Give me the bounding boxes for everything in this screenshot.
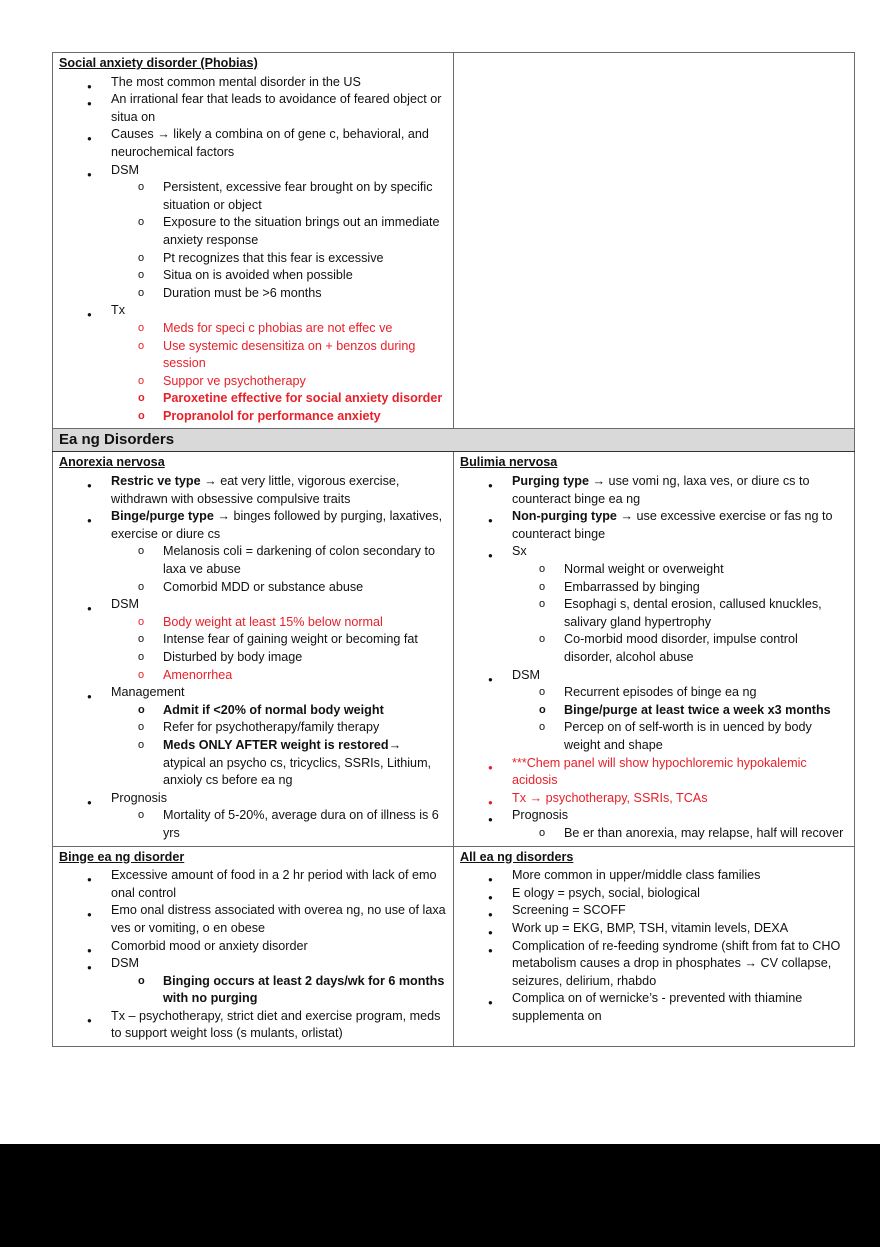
item-text: Binge/purge at least twice a week x3 months xyxy=(564,702,831,717)
item-text: → use excessive exercise or fas ng to counteract binge xyxy=(512,509,833,541)
list-item xyxy=(59,126,447,161)
bullet-icon: ● xyxy=(488,892,493,902)
bullet-icon: ● xyxy=(87,99,92,109)
item-text: Binging occurs at least 2 days/wk for 6 months with no purging xyxy=(163,973,445,1006)
bullet-icon: ● xyxy=(488,910,493,920)
list-item xyxy=(59,973,447,1008)
sub-bullet-icon: o xyxy=(138,339,145,352)
list-item xyxy=(460,719,848,754)
sub-bullet-icon: o xyxy=(138,216,145,229)
sub-bullet-icon: o xyxy=(138,392,145,405)
list-item xyxy=(460,684,848,702)
sub-bullet-icon: o xyxy=(539,598,546,611)
sub-bullet-icon: o xyxy=(539,686,546,699)
item-text: Refer for psychotherapy/family therapy xyxy=(163,720,380,735)
item-text: → eat very little, vigorous exercise, withdrawn with obsessive compulsive traits xyxy=(111,474,400,506)
list-bulimia xyxy=(460,473,848,842)
list-item xyxy=(59,373,447,391)
list-item xyxy=(59,162,447,180)
list-item xyxy=(59,338,447,373)
item-text: The most common mental disorder in the US xyxy=(111,74,361,89)
bullet-icon: ● xyxy=(87,481,92,491)
sub-bullet-icon: o xyxy=(138,181,145,194)
notes-table xyxy=(52,52,855,1047)
list-item xyxy=(59,684,447,702)
item-text: Percep on of self-worth is in uenced by body weight and shape xyxy=(564,720,812,752)
item-text: DSM xyxy=(111,597,139,612)
item-text: Suppor ve psychotherapy xyxy=(163,373,306,388)
list-item xyxy=(59,807,447,842)
bullet-icon: ● xyxy=(488,762,493,772)
cell-anorexia xyxy=(53,452,454,846)
item-text: Body weight at least 15% below normal xyxy=(163,614,383,629)
list-item xyxy=(460,902,848,920)
list-item xyxy=(460,755,848,790)
list-item xyxy=(59,267,447,285)
bullet-icon: ● xyxy=(87,875,92,885)
bullet-icon: ● xyxy=(488,797,493,807)
item-text: DSM xyxy=(111,162,139,177)
list-item xyxy=(59,74,447,92)
item-text: Work up = EKG, BMP, TSH, vitamin levels, DEXA xyxy=(512,920,789,935)
bullet-icon: ● xyxy=(87,516,92,526)
bullet-icon: ● xyxy=(87,604,92,614)
item-text: Complica on of wernicke’s - prevented with thiamine supplementa on xyxy=(512,991,803,1023)
cell-social-anxiety xyxy=(53,53,454,429)
list-item xyxy=(59,91,447,126)
cell-empty xyxy=(454,53,855,429)
sub-bullet-icon: o xyxy=(138,269,145,282)
list-item xyxy=(460,596,848,631)
sub-bullet-icon: o xyxy=(138,409,145,422)
item-text: Melanosis coli = darkening of colon secondary to laxa ve abuse xyxy=(163,544,435,577)
section-row-eating xyxy=(53,429,855,452)
list-item xyxy=(59,179,447,214)
list-item xyxy=(59,320,447,338)
bullet-icon: ● xyxy=(87,310,92,320)
item-text: Sx xyxy=(512,544,527,559)
list-item xyxy=(460,508,848,543)
bold-lead: Binge/purge type xyxy=(111,509,214,524)
item-text: Paroxetine effective for social anxiety disorder xyxy=(163,391,443,406)
list-anorexia xyxy=(59,473,447,842)
item-text: Pt recognizes that this fear is excessive xyxy=(163,250,384,265)
item-text: Admit if <20% of normal body weight xyxy=(163,702,384,717)
sub-bullet-icon: o xyxy=(539,703,546,716)
list-item xyxy=(59,614,447,632)
list-item xyxy=(59,702,447,720)
row-social-anxiety xyxy=(53,53,855,429)
list-item xyxy=(460,667,848,685)
item-text: ***Chem panel will show hypochloremic hypokalemic acidosis xyxy=(512,755,807,788)
item-text: Be er than anorexia, may relapse, half will recover xyxy=(564,825,844,840)
list-item xyxy=(59,302,447,320)
item-text: Tx – psychotherapy, strict diet and exercise program, meds to support weight loss (s mulants, orlistat) xyxy=(111,1008,441,1041)
list-item xyxy=(59,955,447,973)
bullet-icon: ● xyxy=(87,81,92,91)
item-text: Prognosis xyxy=(111,790,168,805)
row-binge-all xyxy=(53,846,855,1047)
black-bottom-bar xyxy=(0,1144,880,1247)
list-item xyxy=(460,561,848,579)
bullet-icon: ● xyxy=(87,1015,92,1025)
bullet-icon: ● xyxy=(488,551,493,561)
sub-bullet-icon: o xyxy=(138,374,145,387)
section-title-eating: Ea ng Disorders xyxy=(53,429,855,452)
item-text: Causes → likely a combina on of gene c, behavioral, and neurochemical factors xyxy=(111,127,429,159)
sub-bullet-icon: o xyxy=(138,703,145,716)
item-text: → atypical an psycho cs, tricyclics, SSRIs, Lithium, anxioly cs before ea ng xyxy=(163,737,432,788)
sub-bullet-icon: o xyxy=(138,668,145,681)
bullet-icon: ● xyxy=(488,998,493,1008)
sub-bullet-icon: o xyxy=(539,721,546,734)
list-item xyxy=(59,649,447,667)
bullet-icon: ● xyxy=(488,945,493,955)
sub-bullet-icon: o xyxy=(539,826,546,839)
item-text: Use systemic desensitiza on + benzos during session xyxy=(163,338,416,371)
bullet-icon: ● xyxy=(87,910,92,920)
list-item xyxy=(59,390,447,408)
list-item xyxy=(59,719,447,737)
list-item xyxy=(59,938,447,956)
sub-bullet-icon: o xyxy=(138,633,145,646)
bold-lead: Restric ve type xyxy=(111,474,201,489)
bullet-icon: ● xyxy=(87,963,92,973)
cell-binge-eating xyxy=(53,846,454,1047)
item-text: Exposure to the situation brings out an immediate anxiety response xyxy=(163,215,440,247)
list-item xyxy=(59,508,447,543)
item-text: Meds for speci c phobias are not effec ve xyxy=(163,320,393,335)
item-text: Esophagi s, dental erosion, callused knuckles, salivary gland hypertrophy xyxy=(564,597,822,629)
item-text: Normal weight or overweight xyxy=(564,562,724,577)
list-binge-eating xyxy=(59,867,447,1043)
bullet-icon: ● xyxy=(488,815,493,825)
list-item xyxy=(460,825,848,843)
item-text: Recurrent episodes of binge ea ng xyxy=(564,685,757,700)
sub-bullet-icon: o xyxy=(138,721,145,734)
list-item xyxy=(460,790,848,808)
sub-bullet-icon: o xyxy=(138,321,145,334)
list-item xyxy=(460,938,848,991)
item-text: DSM xyxy=(111,956,139,971)
list-item xyxy=(460,990,848,1025)
item-text: Situa on is avoided when possible xyxy=(163,268,353,283)
cell-bulimia xyxy=(454,452,855,846)
item-text: Disturbed by body image xyxy=(163,650,303,664)
list-item xyxy=(59,867,447,902)
item-text: Propranolol for performance anxiety xyxy=(163,408,381,423)
sub-bullet-icon: o xyxy=(138,974,145,987)
item-text: Duration must be >6 months xyxy=(163,285,322,300)
heading-bulimia: Bulimia nervosa xyxy=(460,455,558,470)
list-item xyxy=(59,790,447,808)
item-text: Amenorrhea xyxy=(163,667,233,682)
item-text: DSM xyxy=(512,667,540,682)
list-item xyxy=(460,543,848,561)
bullet-icon: ● xyxy=(87,692,92,702)
sub-bullet-icon: o xyxy=(138,545,145,558)
sub-bullet-icon: o xyxy=(138,286,145,299)
item-text: Mortality of 5-20%, average dura on of illness is 6 yrs xyxy=(163,808,439,840)
item-text: Screening = SCOFF xyxy=(512,903,626,918)
list-item xyxy=(59,473,447,508)
list-item xyxy=(59,631,447,649)
item-text: E ology = psych, social, biological xyxy=(512,885,700,900)
list-item xyxy=(59,408,447,426)
sub-bullet-icon: o xyxy=(138,738,145,751)
bullet-icon: ● xyxy=(87,797,92,807)
cell-all-eating xyxy=(454,846,855,1047)
item-text: Comorbid MDD or substance abuse xyxy=(163,579,364,594)
list-item xyxy=(59,667,447,685)
item-text: Tx → psychotherapy, SSRIs, TCAs xyxy=(512,790,708,805)
sub-bullet-icon: o xyxy=(539,580,546,593)
list-item xyxy=(59,902,447,937)
heading-social-anxiety: Social anxiety disorder (Phobias) xyxy=(59,56,258,70)
sub-bullet-icon: o xyxy=(539,633,546,646)
sub-bullet-icon: o xyxy=(138,615,145,628)
item-text: An irrational fear that leads to avoidance of feared object or situa on xyxy=(111,92,442,124)
item-text: Emo onal distress associated with overea ng, no use of laxa ves or vomiting, o en obese xyxy=(111,903,446,935)
bullet-icon: ● xyxy=(87,945,92,955)
row-anorexia-bulimia xyxy=(53,452,855,846)
list-item xyxy=(460,631,848,666)
sub-bullet-icon: o xyxy=(138,251,145,264)
list-item xyxy=(59,579,447,597)
list-all-eating xyxy=(460,867,848,1025)
list-item xyxy=(460,867,848,885)
item-text: Embarrassed by binging xyxy=(564,579,700,594)
bold-lead: Non-purging type xyxy=(512,509,617,524)
list-item xyxy=(59,214,447,249)
bullet-icon: ● xyxy=(87,134,92,144)
item-text: → binges followed by purging, laxatives, exercise or diure cs xyxy=(111,509,443,541)
item-text: → use vomi ng, laxa ves, or diure cs to counteract binge ea ng xyxy=(512,474,810,506)
item-text: Excessive amount of food in a 2 hr period with lack of emo onal control xyxy=(111,868,437,900)
bold-lead: Meds ONLY AFTER weight is restored xyxy=(163,737,389,752)
item-text: Tx xyxy=(111,303,125,318)
sub-bullet-icon: o xyxy=(138,651,145,663)
list-item xyxy=(59,250,447,268)
list-item xyxy=(59,543,447,578)
bullet-icon: ● xyxy=(488,481,493,491)
item-text: Co-morbid mood disorder, impulse control disorder, alcohol abuse xyxy=(564,632,798,664)
bullet-icon: ● xyxy=(488,875,493,885)
item-text: Intense fear of gaining weight or becoming fat xyxy=(163,632,418,647)
heading-binge-eating: Binge ea ng disorder xyxy=(59,849,185,864)
list-item xyxy=(460,473,848,508)
list-item xyxy=(460,885,848,903)
list-social-anxiety xyxy=(59,74,447,426)
heading-anorexia: Anorexia nervosa xyxy=(59,455,165,470)
item-text: Persistent, excessive fear brought on by specific situation or object xyxy=(163,180,433,212)
sub-bullet-icon: o xyxy=(138,809,145,822)
bullet-icon: ● xyxy=(488,516,493,526)
list-item xyxy=(59,285,447,303)
bullet-icon: ● xyxy=(488,927,493,937)
item-text: Prognosis xyxy=(512,808,569,823)
list-item xyxy=(460,702,848,720)
heading-all-eating: All ea ng disorders xyxy=(460,849,574,864)
list-item xyxy=(59,1008,447,1043)
list-item xyxy=(59,737,447,790)
list-item xyxy=(460,920,848,938)
item-text: Complication of re-feeding syndrome (shift from fat to CHO metabolism causes a drop in phosphates → CV collapse, seizures, delirium, rhabdo xyxy=(512,938,841,988)
sub-bullet-icon: o xyxy=(539,563,546,576)
bullet-icon: ● xyxy=(87,169,92,179)
item-text: More common in upper/middle class families xyxy=(512,868,761,883)
bullet-icon: ● xyxy=(488,674,493,684)
list-item xyxy=(59,596,447,614)
bold-lead: Purging type xyxy=(512,474,589,489)
sub-bullet-icon: o xyxy=(138,580,145,593)
list-item xyxy=(460,579,848,597)
item-text: Comorbid mood or anxiety disorder xyxy=(111,938,308,953)
list-item xyxy=(460,807,848,825)
item-text: Management xyxy=(111,685,185,700)
